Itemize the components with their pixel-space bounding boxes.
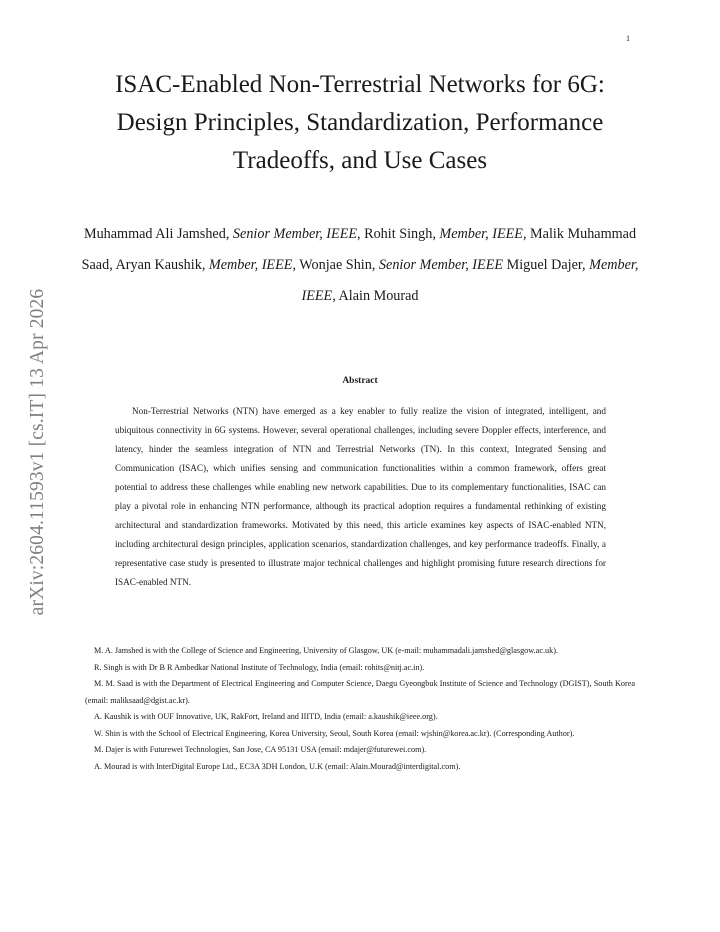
abstract-text: Non-Terrestrial Networks (NTN) have emerged as a key enabler to fully realize the vision of integrated, intelligent, and ubiquitous connectivity in 6G systems. However, several operational challenges, including severe Doppler effects, interference, and latency, hinder the seamless integration of NTN and Terrestrial Networks (TN). In this context, Integrated Sensing and Communication (ISAC), which unifies sensing and communication functionalities within a common framework, offers great potential to address these challenges while enabling new network capabilities. Due to its complementary functionalities, ISAC can play a pivotal role in enhancing NTN performance, although its practical adoption requires a fundamental rethinking of existing architectural and standardization frameworks. Motivated by this need, this article examines key aspects of ISAC-enabled NTN, including architectural design principles, application scenarios, standardization challenges, and key performance tradeoffs. Finally, a representative case study is presented to illustrate major technical challenges and highlight promising future research directions for ISAC-enabled NTN. (115, 406, 606, 587)
page-number: 1 (626, 34, 630, 43)
author-name: Rohit Singh (364, 226, 433, 242)
author-name: Miguel Dajer (506, 257, 583, 273)
footnote: W. Shin is with the School of Electrical Engineering, Korea University, Seoul, South Korea (email: wjshin@korea.ac.kr). (Corresponding Author). (94, 728, 575, 738)
author-name: Wonjae Shin (299, 257, 372, 273)
author-name: Aryan Kaushik (115, 257, 202, 273)
paper-title: ISAC-Enabled Non-Terrestrial Networks for 6G: Design Principles, Standardization, Performance Tradeoffs, and Use Cases (115, 71, 605, 174)
footnote: R. Singh is with Dr B R Ambedkar National Institute of Technology, India (email: rohits@nitj.ac.in). (94, 662, 425, 672)
author-name: Muhammad Ali Jamshed (83, 226, 226, 242)
footnote: M. Dajer is with Futurewei Technologies, San Jose, CA 95131 USA (email: mdajer@futurewei.com). (94, 745, 427, 754)
author-membership: Member, IEEE (301, 257, 639, 304)
footnote: A. Kaushik is with OUF Innovative, UK, RakFort, Ireland and IIITD, India (email: a.kaushik@ieee.org). (94, 712, 438, 721)
author-name: Alain Mourad (338, 288, 419, 304)
footnote: A. Mourad is with InterDigital Europe Ltd., EC3A 3DH London, U.K (email: Alain.Mourad@interdigital.com). (94, 761, 461, 771)
author-membership: Senior Member, IEEE (378, 257, 504, 273)
footnote: M. M. Saad is with the Department of Electrical Engineering and Computer Science, Daegu Gyeongbuk Institute of Science and Technology (DGIST), South Korea (email: maliksaad@dgist.ac.kr). (85, 679, 635, 705)
author-list: Muhammad Ali Jamshed, Senior Member, IEEE, Rohit Singh, Member, IEEE, Malik Muhammad Saad, Aryan Kaushik, Member, IEEE, Wonjae Shin, Senior Member, IEEE Miguel Dajer, Member, IEEE, Alain Mourad (81, 226, 639, 304)
author-membership: Senior Member, IEEE (232, 226, 358, 242)
arxiv-identifier-stamp: arXiv:2604.11593v1 [cs.IT] 13 Apr 2026 (27, 288, 48, 616)
author-membership: Member, IEEE (208, 257, 293, 273)
footnote: M. A. Jamshed is with the College of Science and Engineering, University of Glasgow, UK (e-mail: muhammadali.jamshed@glasgow.ac.uk). (94, 646, 558, 655)
author-name: Malik Muhammad Saad (81, 226, 637, 273)
abstract-heading: Abstract (342, 376, 378, 386)
author-affiliation-footnotes (85, 643, 635, 775)
author-membership: Member, IEEE (439, 226, 523, 242)
